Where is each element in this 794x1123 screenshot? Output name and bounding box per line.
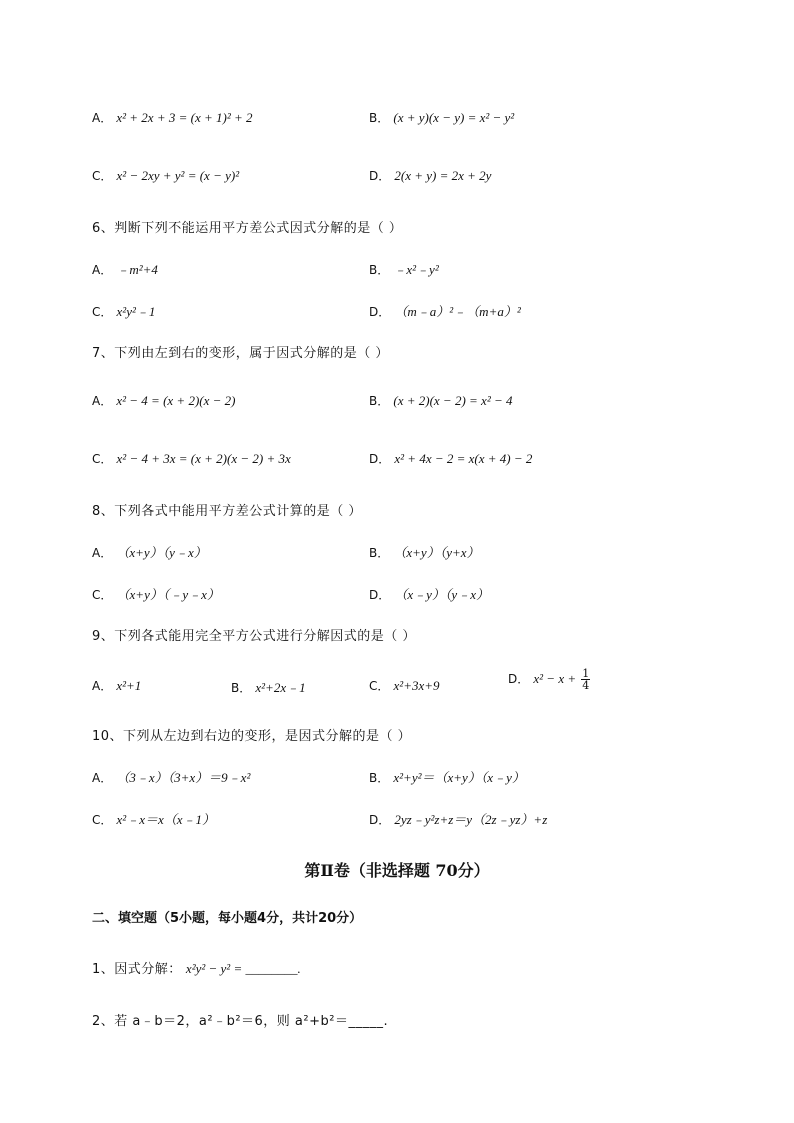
q6-option-d — [369, 301, 521, 320]
option-label: C． — [92, 305, 113, 319]
q9-option-a — [92, 677, 141, 694]
option-expression: x²﹣x＝x（x﹣1） — [116, 812, 216, 827]
option-label: C． — [92, 169, 113, 183]
q5-option-a — [92, 109, 253, 126]
q5-option-d — [369, 167, 491, 184]
option-expression: x²+3x+9 — [393, 678, 440, 693]
option-label: B． — [231, 681, 252, 695]
fill-question-2: 2、若 a﹣b＝2，a²﹣b²＝6，则 a²+b²＝_____. — [92, 1014, 389, 1029]
q8-option-b — [369, 542, 480, 561]
q7-option-d — [369, 450, 532, 467]
q7-option-c — [92, 450, 291, 467]
q9-option-d — [508, 668, 590, 691]
option-label: A． — [92, 111, 113, 125]
option-expression: x²+1 — [116, 678, 142, 693]
question-10-text: 10、下列从左边到右边的变形，是因式分解的是（ ） — [92, 729, 412, 744]
option-expression: 2(x + y) = 2x + 2y — [394, 168, 492, 183]
option-label: B． — [369, 546, 390, 560]
option-label: C． — [92, 588, 113, 602]
question-text: 1、因式分解： — [92, 962, 182, 977]
option-label: A． — [92, 263, 113, 277]
q6-option-c — [92, 301, 155, 320]
option-expression: x² + 4x − 2 = x(x + 4) − 2 — [394, 451, 533, 466]
option-label: D． — [369, 588, 391, 602]
option-expression: x²+y²＝（x+y）（x﹣y） — [393, 770, 525, 785]
q6-option-b — [369, 259, 439, 278]
option-expression: ﹣x²﹣y² — [393, 262, 439, 277]
option-label: A． — [92, 394, 113, 408]
option-expression: （x+y）（y﹣x） — [116, 545, 207, 560]
q10-option-a — [92, 767, 250, 786]
option-expression: x²y²﹣1 — [116, 304, 156, 319]
option-expression: ﹣m²+4 — [116, 262, 158, 277]
option-label: B． — [369, 771, 390, 785]
q9-option-c — [369, 677, 440, 694]
q10-option-d — [369, 809, 547, 828]
fraction-numerator: 1 — [582, 667, 590, 680]
option-expression: （x+y）（﹣y﹣x） — [116, 587, 220, 602]
q8-option-c — [92, 584, 220, 603]
option-expression: x² + 2x + 3 = (x + 1)² + 2 — [116, 110, 253, 125]
option-expression: x²+2x﹣1 — [255, 680, 306, 695]
option-label: A． — [92, 679, 113, 693]
option-label: B． — [369, 263, 390, 277]
option-label: D． — [369, 169, 391, 183]
q5-option-c — [92, 167, 239, 184]
option-label: B． — [369, 111, 390, 125]
option-expression: (x + 2)(x − 2) = x² − 4 — [393, 393, 513, 408]
q8-option-d — [369, 584, 489, 603]
q5-option-b — [369, 109, 514, 126]
option-expression: （x﹣y）（y﹣x） — [394, 587, 489, 602]
fraction-denominator: 4 — [582, 679, 590, 692]
option-expression: （m﹣a）²﹣（m+a）² — [394, 304, 521, 319]
option-expression: x² − 2xy + y² = (x − y)² — [116, 168, 240, 183]
part-heading: 二、填空题（5小题，每小题4分，共计20分） — [92, 911, 363, 926]
question-7-text: 7、下列由左到右的变形，属于因式分解的是（ ） — [92, 346, 389, 361]
q10-option-c — [92, 809, 215, 828]
fill-question-1 — [92, 958, 301, 977]
option-expression: （x+y）（y+x） — [393, 545, 480, 560]
option-label: A． — [92, 771, 113, 785]
question-6-text: 6、判断下列不能运用平方差公式因式分解的是（ ） — [92, 221, 403, 236]
question-expression: x²y² − y² = ________. — [185, 961, 301, 976]
option-label: B． — [369, 394, 390, 408]
option-label: D． — [369, 305, 391, 319]
q7-option-a — [92, 392, 235, 409]
option-expression: x² − x + — [533, 671, 577, 686]
question-8-text: 8、下列各式中能用平方差公式计算的是（ ） — [92, 504, 362, 519]
option-label: D． — [369, 813, 391, 827]
option-label: A． — [92, 546, 113, 560]
option-expression: x² − 4 + 3x = (x + 2)(x − 2) + 3x — [116, 451, 291, 466]
q7-option-b — [369, 392, 513, 409]
option-expression: 2yz﹣y²z+z＝y（2z﹣yz）+z — [394, 812, 548, 827]
option-label: C． — [369, 679, 390, 693]
question-9-text: 9、下列各式能用完全平方公式进行分解因式的是（ ） — [92, 629, 416, 644]
option-label: D． — [508, 672, 530, 686]
q8-option-a — [92, 542, 207, 561]
option-expression: （3﹣x）（3+x）＝9﹣x² — [116, 770, 251, 785]
section-title: 第Ⅱ卷（非选择题 70分） — [304, 861, 490, 880]
q9-option-b — [231, 677, 306, 696]
option-expression: (x + y)(x − y) = x² − y² — [393, 110, 515, 125]
q10-option-b — [369, 767, 525, 786]
fraction — [581, 668, 590, 691]
option-label: D． — [369, 452, 391, 466]
option-label: C． — [92, 452, 113, 466]
option-label: C． — [92, 813, 113, 827]
option-expression: x² − 4 = (x + 2)(x − 2) — [116, 393, 236, 408]
q6-option-a — [92, 259, 158, 278]
